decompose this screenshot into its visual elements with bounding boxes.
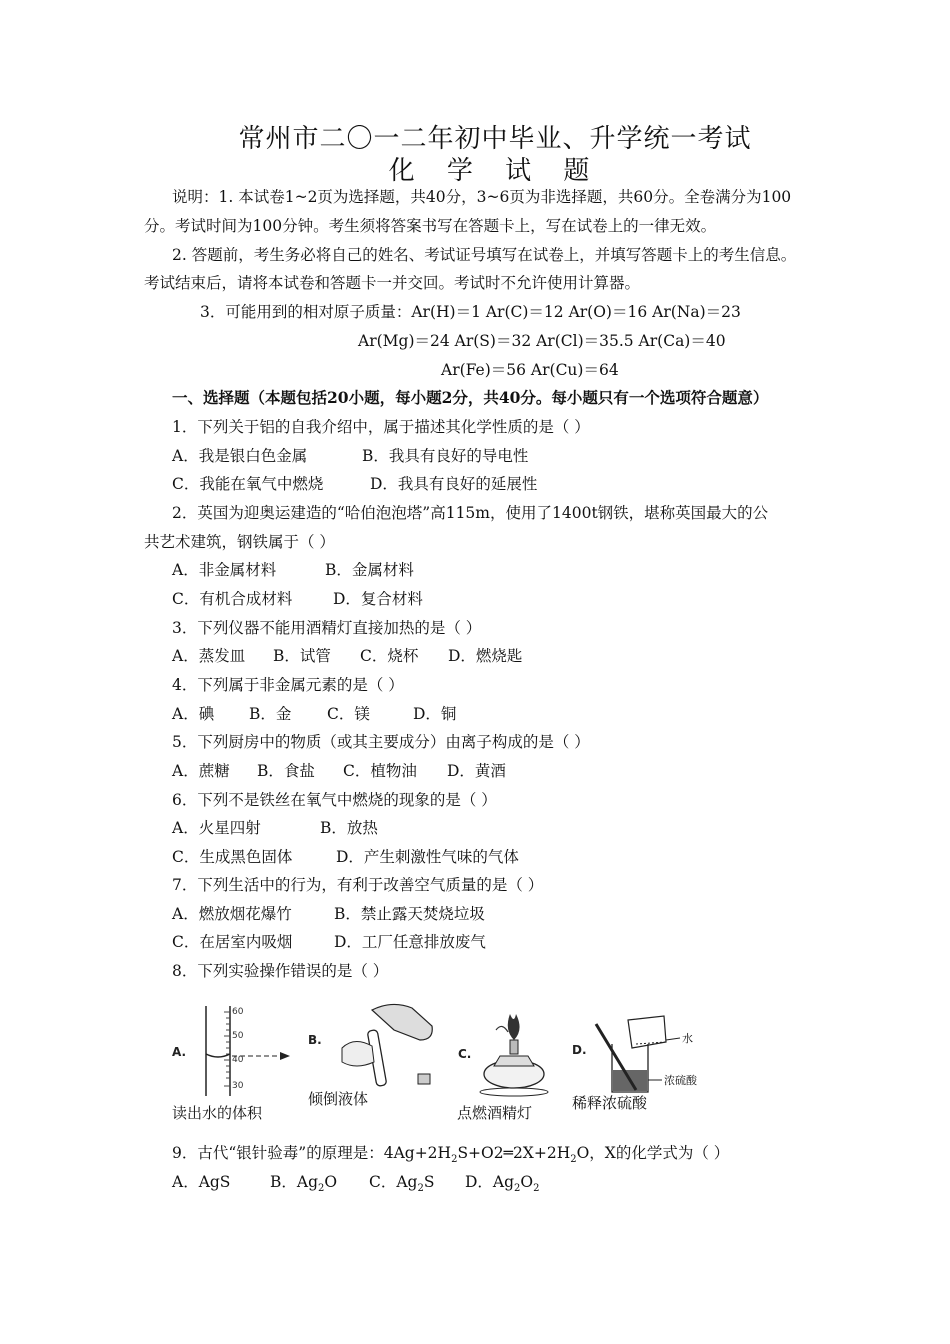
figure-c-letter: C. bbox=[458, 1047, 472, 1061]
question-6-stem: 6．下列不是铁丝在氧气中燃烧的现象的是（ ） bbox=[172, 791, 497, 809]
atomic-mass-line-3: Ar(Fe)＝56 Ar(Cu)＝64 bbox=[441, 361, 619, 379]
instruction-line-3: 2. 答题前，考生务必将自己的姓名、考试证号填写在试卷上，并填写答题卡上的考生信息。 bbox=[172, 246, 797, 264]
question-3-option-a: A．蒸发皿 bbox=[172, 647, 246, 665]
figure-d-water-label: 水 bbox=[682, 1032, 693, 1045]
question-9-option-a: A．AgS bbox=[172, 1173, 231, 1191]
tick-label-60: 60 bbox=[232, 1007, 244, 1017]
reagent-bottle bbox=[372, 1004, 432, 1040]
tick-label-50: 50 bbox=[232, 1031, 244, 1041]
tick-label-30: 30 bbox=[232, 1081, 244, 1091]
q9-subscript-2: 2 bbox=[570, 1154, 577, 1166]
atomic-mass-line-2: Ar(Mg)＝24 Ar(S)＝32 Ar(Cl)＝35.5 Ar(Ca)＝40 bbox=[358, 332, 726, 350]
figure-b-caption: 倾倒液体 bbox=[308, 1090, 369, 1108]
question-1-option-d: D．我具有良好的延展性 bbox=[370, 475, 538, 493]
figure-c-caption: 点燃酒精灯 bbox=[457, 1104, 533, 1122]
question-3-option-b: B．试管 bbox=[273, 647, 331, 665]
question-7-option-b: B．禁止露天焚烧垃圾 bbox=[334, 905, 485, 923]
q9-d-subscript-2: 2 bbox=[533, 1183, 540, 1195]
question-4-option-d: D．铜 bbox=[413, 705, 457, 723]
question-3-stem: 3．下列仪器不能用酒精灯直接加热的是（ ） bbox=[172, 619, 482, 637]
figure-d-acid-label: 浓硫酸 bbox=[664, 1074, 697, 1087]
question-4-option-c: C．镁 bbox=[327, 705, 370, 723]
question-2-option-b: B．金属材料 bbox=[325, 561, 414, 579]
instruction-line-4: 考试结束后，请将本试卷和答题卡一并交回。考试时不允许使用计算器。 bbox=[144, 274, 641, 292]
eye-icon bbox=[280, 1052, 290, 1060]
cylinder-scale-ticks bbox=[224, 1012, 230, 1086]
question-4-option-b: B．金 bbox=[249, 705, 292, 723]
instruction-line-2: 分。考试时间为100分钟。考生须将答案书写在答题卡上，写在试卷上的一律无效。 bbox=[144, 217, 717, 235]
question-3-option-c: C．烧杯 bbox=[360, 647, 419, 665]
exam-subtitle: 化 学 试 题 bbox=[388, 156, 602, 186]
question-2-option-a: A．非金属材料 bbox=[172, 561, 277, 579]
pouring-beaker bbox=[628, 1016, 666, 1048]
question-1-stem: 1．下列关于铝的自我介绍中，属于描述其化学性质的是（ ） bbox=[172, 418, 590, 436]
question-8-stem: 8．下列实验操作错误的是（ ） bbox=[172, 962, 389, 980]
question-4-stem: 4．下列属于非金属元素的是（ ） bbox=[172, 676, 404, 694]
bottle-stopper bbox=[418, 1074, 430, 1084]
figure-b-letter: B. bbox=[308, 1033, 322, 1047]
q9-d-subscript-1: 2 bbox=[514, 1183, 521, 1195]
q9-c-part-1: C．Ag bbox=[369, 1173, 418, 1191]
question-2-option-c: C．有机合成材料 bbox=[172, 590, 293, 608]
section-heading: 一、选择题（本题包括20小题，每小题2分，共40分。每小题只有一个选项符合题意） bbox=[172, 388, 769, 407]
q9-c-subscript: 2 bbox=[417, 1183, 424, 1195]
second-flame bbox=[496, 1026, 508, 1032]
cylinder-drawing bbox=[168, 1000, 298, 1100]
question-6-option-b: B．放热 bbox=[320, 819, 378, 837]
tick-label-40: 40 bbox=[232, 1055, 244, 1065]
q9-d-part-2: O bbox=[520, 1173, 534, 1191]
alcohol-lamp-drawing bbox=[452, 1000, 562, 1100]
q9-c-part-2: S bbox=[423, 1173, 435, 1191]
question-2-option-d: D．复合材料 bbox=[333, 590, 423, 608]
question-5-stem: 5．下列厨房中的物质（或其主要成分）由离子构成的是（ ） bbox=[172, 733, 590, 751]
q9-b-part-2: O bbox=[324, 1173, 338, 1191]
question-5-option-b: B．食盐 bbox=[257, 762, 315, 780]
question-5-option-a: A．蔗糖 bbox=[172, 762, 230, 780]
question-6-option-a: A．火星四射 bbox=[172, 819, 261, 837]
figure-d-caption: 稀释浓硫酸 bbox=[572, 1094, 648, 1112]
instruction-line-1: 说明：1. 本试卷1~2页为选择题，共40分，3~6页为非选择题，共60分。全卷满分为100 bbox=[172, 188, 792, 206]
pouring-drawing bbox=[302, 1000, 442, 1090]
lamp-base bbox=[480, 1088, 548, 1096]
q9-b-part-1: B．Ag bbox=[270, 1173, 319, 1191]
atomic-mass-line-1: 3．可能用到的相对原子质量：Ar(H)＝1 Ar(C)＝12 Ar(O)＝16 Ar(Na)＝23 bbox=[200, 303, 741, 321]
q9-subscript-1: 2 bbox=[451, 1154, 458, 1166]
question-9-option-d bbox=[465, 1172, 540, 1199]
question-5-option-d: D．黄酒 bbox=[447, 762, 506, 780]
figure-a-letter: A. bbox=[172, 1045, 187, 1059]
question-7-option-c: C．在居室内吸烟 bbox=[172, 933, 293, 951]
water-pointer bbox=[666, 1038, 680, 1040]
question-7-option-a: A．燃放烟花爆竹 bbox=[172, 905, 292, 923]
q9-b-subscript: 2 bbox=[318, 1183, 325, 1195]
question-6-option-c: C．生成黑色固体 bbox=[172, 848, 293, 866]
question-3-option-d: D．燃烧匙 bbox=[448, 647, 523, 665]
figure-d-letter: D. bbox=[572, 1043, 587, 1057]
question-9-option-c bbox=[369, 1172, 434, 1199]
question-1-option-c: C．我能在氧气中燃烧 bbox=[172, 475, 324, 493]
figure-b-pouring bbox=[302, 1000, 442, 1100]
q9-stem-part-3: O，X的化学式为（ ） bbox=[576, 1144, 730, 1162]
flame-icon bbox=[508, 1014, 520, 1040]
lamp-neck bbox=[494, 1056, 534, 1066]
question-7-option-d: D．工厂任意排放废气 bbox=[334, 933, 486, 951]
figure-a-caption: 读出水的体积 bbox=[172, 1104, 263, 1122]
figure-c-alcohol-lamp bbox=[452, 1000, 562, 1100]
q9-stem-part-1: 9．古代“银针验毒”的原理是：4Ag+2H bbox=[172, 1144, 452, 1162]
question-9-option-b bbox=[270, 1172, 337, 1199]
question-7-stem: 7．下列生活中的行为，有利于改善空气质量的是（ ） bbox=[172, 876, 544, 894]
exam-title: 常州市二〇一二年初中毕业、升学统一考试 bbox=[238, 124, 752, 154]
question-6-option-d: D．产生刺激性气味的气体 bbox=[336, 848, 519, 866]
question-4-option-a: A．碘 bbox=[172, 705, 215, 723]
lamp-wick bbox=[510, 1040, 518, 1054]
question-2-stem-line-1: 2．英国为迎奥运建造的“哈伯泡泡塔”高115m，使用了1400t钢铁，堪称英国最大的公 bbox=[172, 504, 769, 522]
question-2-stem-line-2: 共艺术建筑，钢铁属于（ ） bbox=[144, 533, 335, 551]
question-1-option-b: B．我具有良好的导电性 bbox=[362, 447, 529, 465]
question-1-option-a: A．我是银白色金属 bbox=[172, 447, 308, 465]
question-9-stem bbox=[172, 1143, 729, 1170]
q9-stem-part-2: S+O2═2X+2H bbox=[457, 1144, 571, 1162]
question-5-option-c: C．植物油 bbox=[343, 762, 417, 780]
hand-icon bbox=[342, 1041, 374, 1066]
q9-d-part-1: D．Ag bbox=[465, 1173, 515, 1191]
